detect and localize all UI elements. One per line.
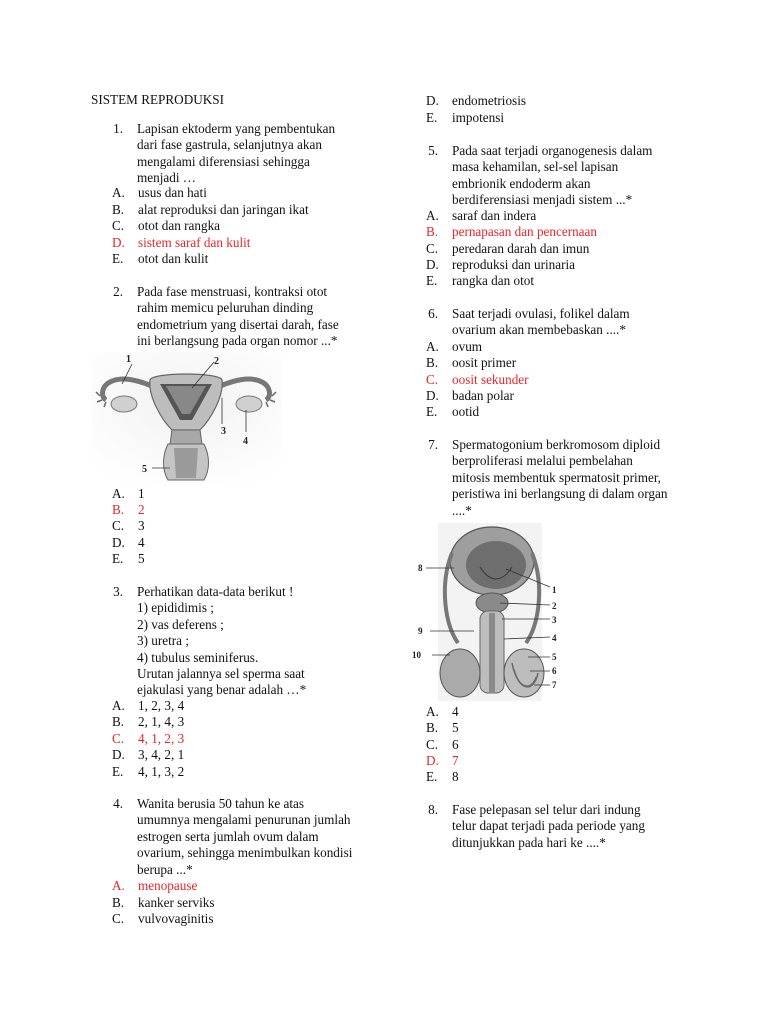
figure-label: 4	[243, 436, 248, 447]
question-number: 3.	[113, 584, 123, 599]
question-number: 2.	[113, 284, 123, 299]
question-number: 8.	[428, 802, 438, 817]
question-text: Perhatikan data-data berikut ! 1) epididimis ; 2) vas deferens ; 3) uretra ; 4) tubulus seminiferus. Urutan jalannya sel sperma saat ejakulasi yang benar adalah …*	[137, 584, 307, 698]
question-text: Fase pelepasan sel telur dari indung telur dapat terjadi pada periode yang ditunjukkan pada hari ke ....*	[452, 802, 645, 850]
figure-label: 2	[214, 356, 219, 367]
question-number: 4.	[113, 796, 123, 811]
female-reproductive-diagram	[92, 352, 282, 484]
figure-label: 10	[412, 650, 421, 660]
figure-label: 3	[552, 615, 557, 625]
figure-label: 5	[142, 464, 147, 475]
question-text: Pada fase menstruasi, kontraksi otot rahim memicu peluruhan dinding endometrium yang disertai darah, fase ini berlangsung pada organ nomor ...*	[137, 284, 339, 349]
question-number: 7.	[428, 437, 438, 452]
figure-label: 1	[126, 354, 131, 365]
question-number: 6.	[428, 306, 438, 321]
male-reproductive-diagram	[410, 523, 572, 703]
figure-label: 5	[552, 652, 557, 662]
question-number: 5.	[428, 143, 438, 158]
figure-label: 2	[552, 601, 557, 611]
question-number: 1.	[113, 121, 123, 136]
figure-label: 4	[552, 633, 557, 643]
figure-label: 7	[552, 680, 557, 690]
figure-label: 3	[221, 426, 226, 437]
question-text: Lapisan ektoderm yang pembentukan dari fase gastrula, selanjutnya akan mengalami diferensiasi sehingga menjadi …	[137, 121, 336, 186]
question-text: Wanita berusia 50 tahun ke atas umumnya mengalami penurunan jumlah estrogen serta jumlah ovum dalam ovarium, sehingga menimbulkan kondisi berupa ...*	[137, 796, 353, 877]
figure-label: 8	[418, 563, 423, 573]
question-text: Spermatogonium berkromosom diploid berproliferasi melalui pembelahan mitosis membentuk spermatosit primer, peristiwa ini berlangsung di dalam organ ....*	[452, 437, 668, 518]
figure-label: 1	[552, 585, 557, 595]
question-text: Saat terjadi ovulasi, folikel dalam ovarium akan membebaskan ....*	[452, 306, 630, 338]
figure-label: 6	[552, 666, 557, 676]
question-text: Pada saat terjadi organogenesis dalam masa kehamilan, sel-sel lapisan embrionik endoderm akan berdiferensiasi menjadi sistem ...*	[452, 143, 653, 208]
figure-label: 9	[418, 626, 423, 636]
page-title: SISTEM REPRODUKSI	[91, 92, 224, 107]
